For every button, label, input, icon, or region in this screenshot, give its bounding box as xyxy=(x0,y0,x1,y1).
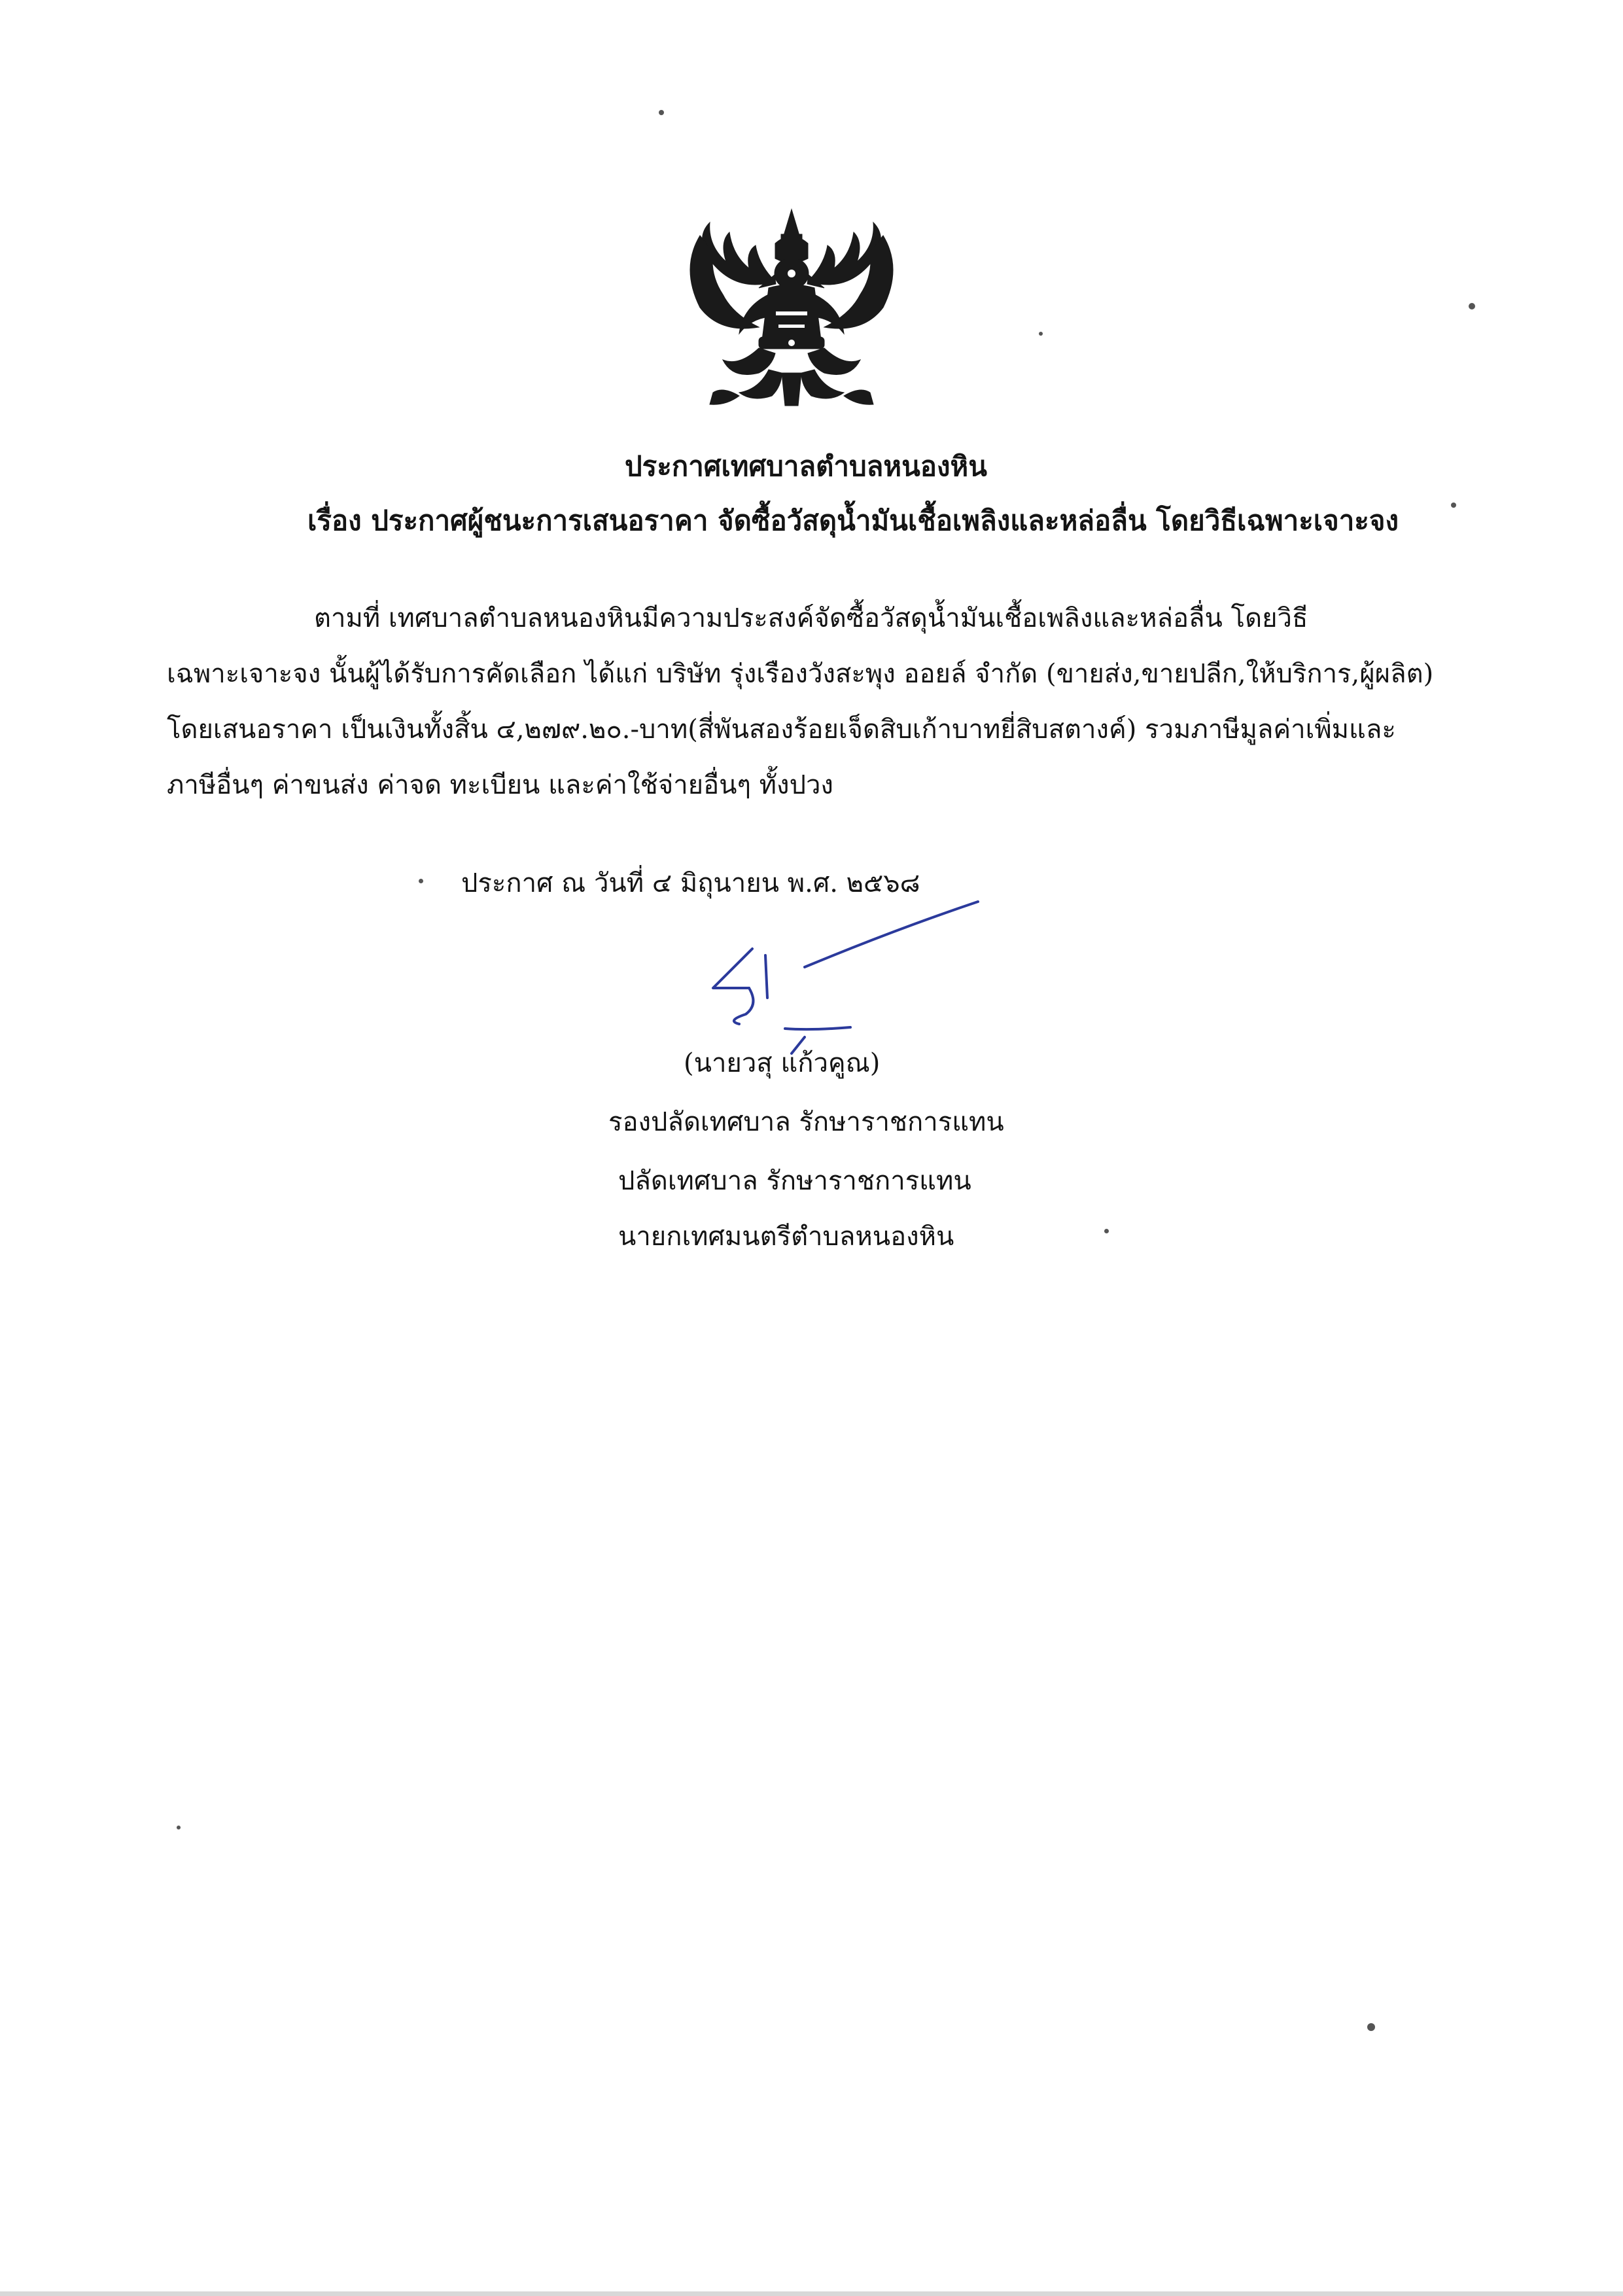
body-line: ตามที่ เทศบาลตำบลหนองหินมีความประสงค์จัดซื้อวัสดุน้ำมันเชื้อเพลิงและหล่อลื่น โดยวิธี xyxy=(314,603,1308,633)
scan-speck xyxy=(1451,503,1456,508)
body-line: เฉพาะเจาะจง นั้นผู้ได้รับการคัดเลือก ได้แก่ บริษัท รุ่งเรืองวังสะพุง ออยล์ จำกัด (ขายส่ง,ขายปลีก,ให้บริการ,ผู้ผลิต) xyxy=(167,659,1434,689)
scan-speck xyxy=(1367,2023,1375,2031)
scan-speck xyxy=(659,110,664,115)
scan-edge xyxy=(0,2291,1623,2296)
signatory-position: ปลัดเทศบาล รักษาราชการแทน xyxy=(618,1166,971,1196)
scan-speck xyxy=(1039,332,1043,336)
garuda-emblem-icon xyxy=(661,196,922,419)
announcement-date: ประกาศ ณ วันที่ ๔ มิถุนายน พ.ศ. ๒๕๖๘ xyxy=(461,868,920,898)
scan-speck xyxy=(419,879,423,883)
scan-speck xyxy=(1104,1229,1109,1233)
scan-speck xyxy=(177,1826,181,1829)
signatory-position: รองปลัดเทศบาล รักษาราชการแทน xyxy=(608,1107,1004,1137)
document-subject: เรื่อง ประกาศผู้ชนะการเสนอราคา จัดซื้อวัสดุน้ำมันเชื้อเพลิงและหล่อลื่น โดยวิธีเฉพาะเจาะจง xyxy=(307,504,1399,537)
body-line: ภาษีอื่นๆ ค่าขนส่ง ค่าจด ทะเบียน และค่าใช้จ่ายอื่นๆ ทั้งปวง xyxy=(167,770,833,800)
signatory-name: (นายวสุ แก้วคูณ) xyxy=(684,1048,881,1078)
scan-speck xyxy=(1469,303,1475,309)
handwritten-signature xyxy=(687,890,1001,1060)
body-line: โดยเสนอราคา เป็นเงินทั้งสิ้น ๔,๒๗๙.๒๐.-บาท(สี่พันสองร้อยเจ็ดสิบเก้าบาทยี่สิบสตางค์) รวมภาษีมูลค่าเพิ่มและ xyxy=(167,715,1396,745)
document-title: ประกาศเทศบาลตำบลหนองหิน xyxy=(625,450,987,482)
signatory-position: นายกเทศมนตรีตำบลหนองหิน xyxy=(618,1222,954,1252)
